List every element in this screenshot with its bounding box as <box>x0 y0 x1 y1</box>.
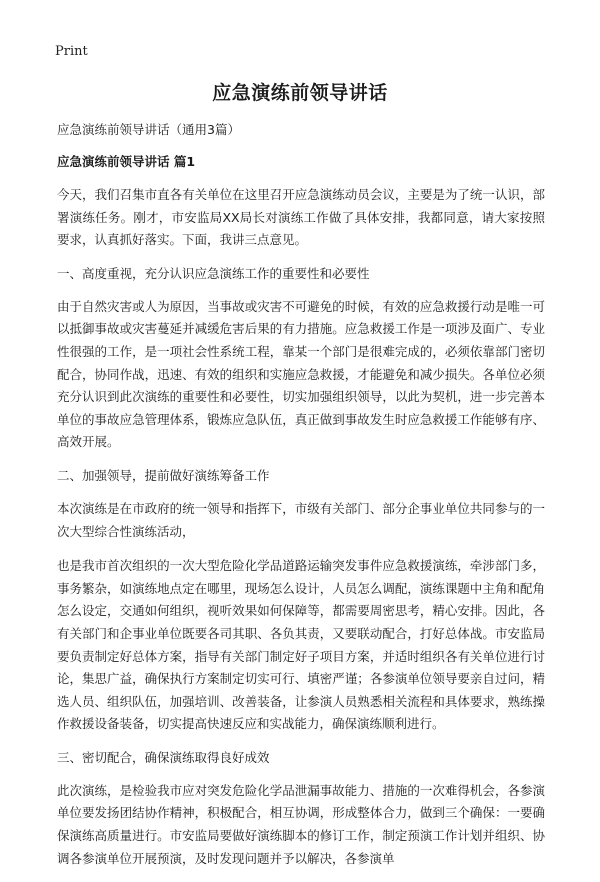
paragraph-preparation-intro: 本次演练是在市政府的统一领导和指挥下，市级有关部门、部分企事业单位共同参与的一次大型综合性演练活动， <box>57 500 545 539</box>
paragraph-preparation: 也是我市首次组织的一次大型危险化学品道路运输突发事件应急救援演练，牵涉部门多，事务繁杂，如演练地点定在哪里，现场怎么设计，人员怎么调配，演练课题中主角和配角怎么设定，交通如何组织，视听效果如何保障等，都需要周密思考，精心安排。因此，各有关部门和企事业单位既要各司其职、各负其责，又要联动配合，打好总体战。市安监局要负责制定好总体方案，指导有关部门制定好子项目方案，并适时组织各有关单位进行讨论，集思广益，确保执行方案制定切实可行、填密严谨；各参演单位领导要亲自过问，精选人员、组织队伍，加强培训、改善装备，让参演人员熟悉相关流程和具体要求，熟练操作救援设备装备，切实提高快速反应和实战能力，确保演练顺利进行。 <box>57 558 545 732</box>
document-subtitle: 应急演练前领导讲话（通用3篇） <box>57 122 240 137</box>
paragraph-intro: 今天，我们召集市直各有关单位在这里召开应急演练动员会议，主要是为了统一认识，部署演练任务。刚才，市安监局XX局长对演练工作做了具体安排，我都同意，请大家按照要求，认真抓好落实。下面，我讲三点意见。 <box>57 187 545 248</box>
section-heading-2: 二、加强领导，提前做好演练筹备工作 <box>57 467 270 483</box>
section-heading-1: 一、高度重视，充分认识应急演练工作的重要性和必要性 <box>57 265 370 281</box>
print-link[interactable]: Print <box>55 44 88 59</box>
paragraph-cooperation: 此次演练，是检验我市应对突发危险化学品泄漏事故能力、措施的一次难得机会，各参演单位要发扬团结协作精神，积极配合，相互协调，形成整体合力，做到三个确保：一要确保演练高质量进行。市安监局要做好演练脚本的修订工作，制定预演工作计划并组织、协调各参演单位开展预演，及时发现问题并予以解决，各参演单 <box>57 782 545 866</box>
section-heading-3: 三、密切配合，确保演练取得良好成效 <box>57 749 270 765</box>
paragraph-importance: 由于自然灾害或人为原因，当事故或灾害不可避免的时候，有效的应急救援行动是唯一可以抵御事故或灾害蔓延并减缓危害后果的有力措施。应急救援工作是一项涉及面广、专业性很强的工作，是一项社会性系统工程，靠某一个部门是很难完成的，必须依靠部门密切配合，协同作战，迅速、有效的组织和实施应急救援，才能避免和减少损失。各单位必须充分认识到此次演练的重要性和必要性，切实加强组织领导，以此为契机，进一步完善本单位的事故应急管理体系，锻炼应急队伍，真正做到事故发生时应急救援工作能够有序、高效开展。 <box>57 298 545 450</box>
document-body <box>57 120 545 882</box>
article-heading: 应急演练前领导讲话 篇1 <box>57 154 196 169</box>
page-title: 应急演练前领导讲话 <box>212 82 388 104</box>
